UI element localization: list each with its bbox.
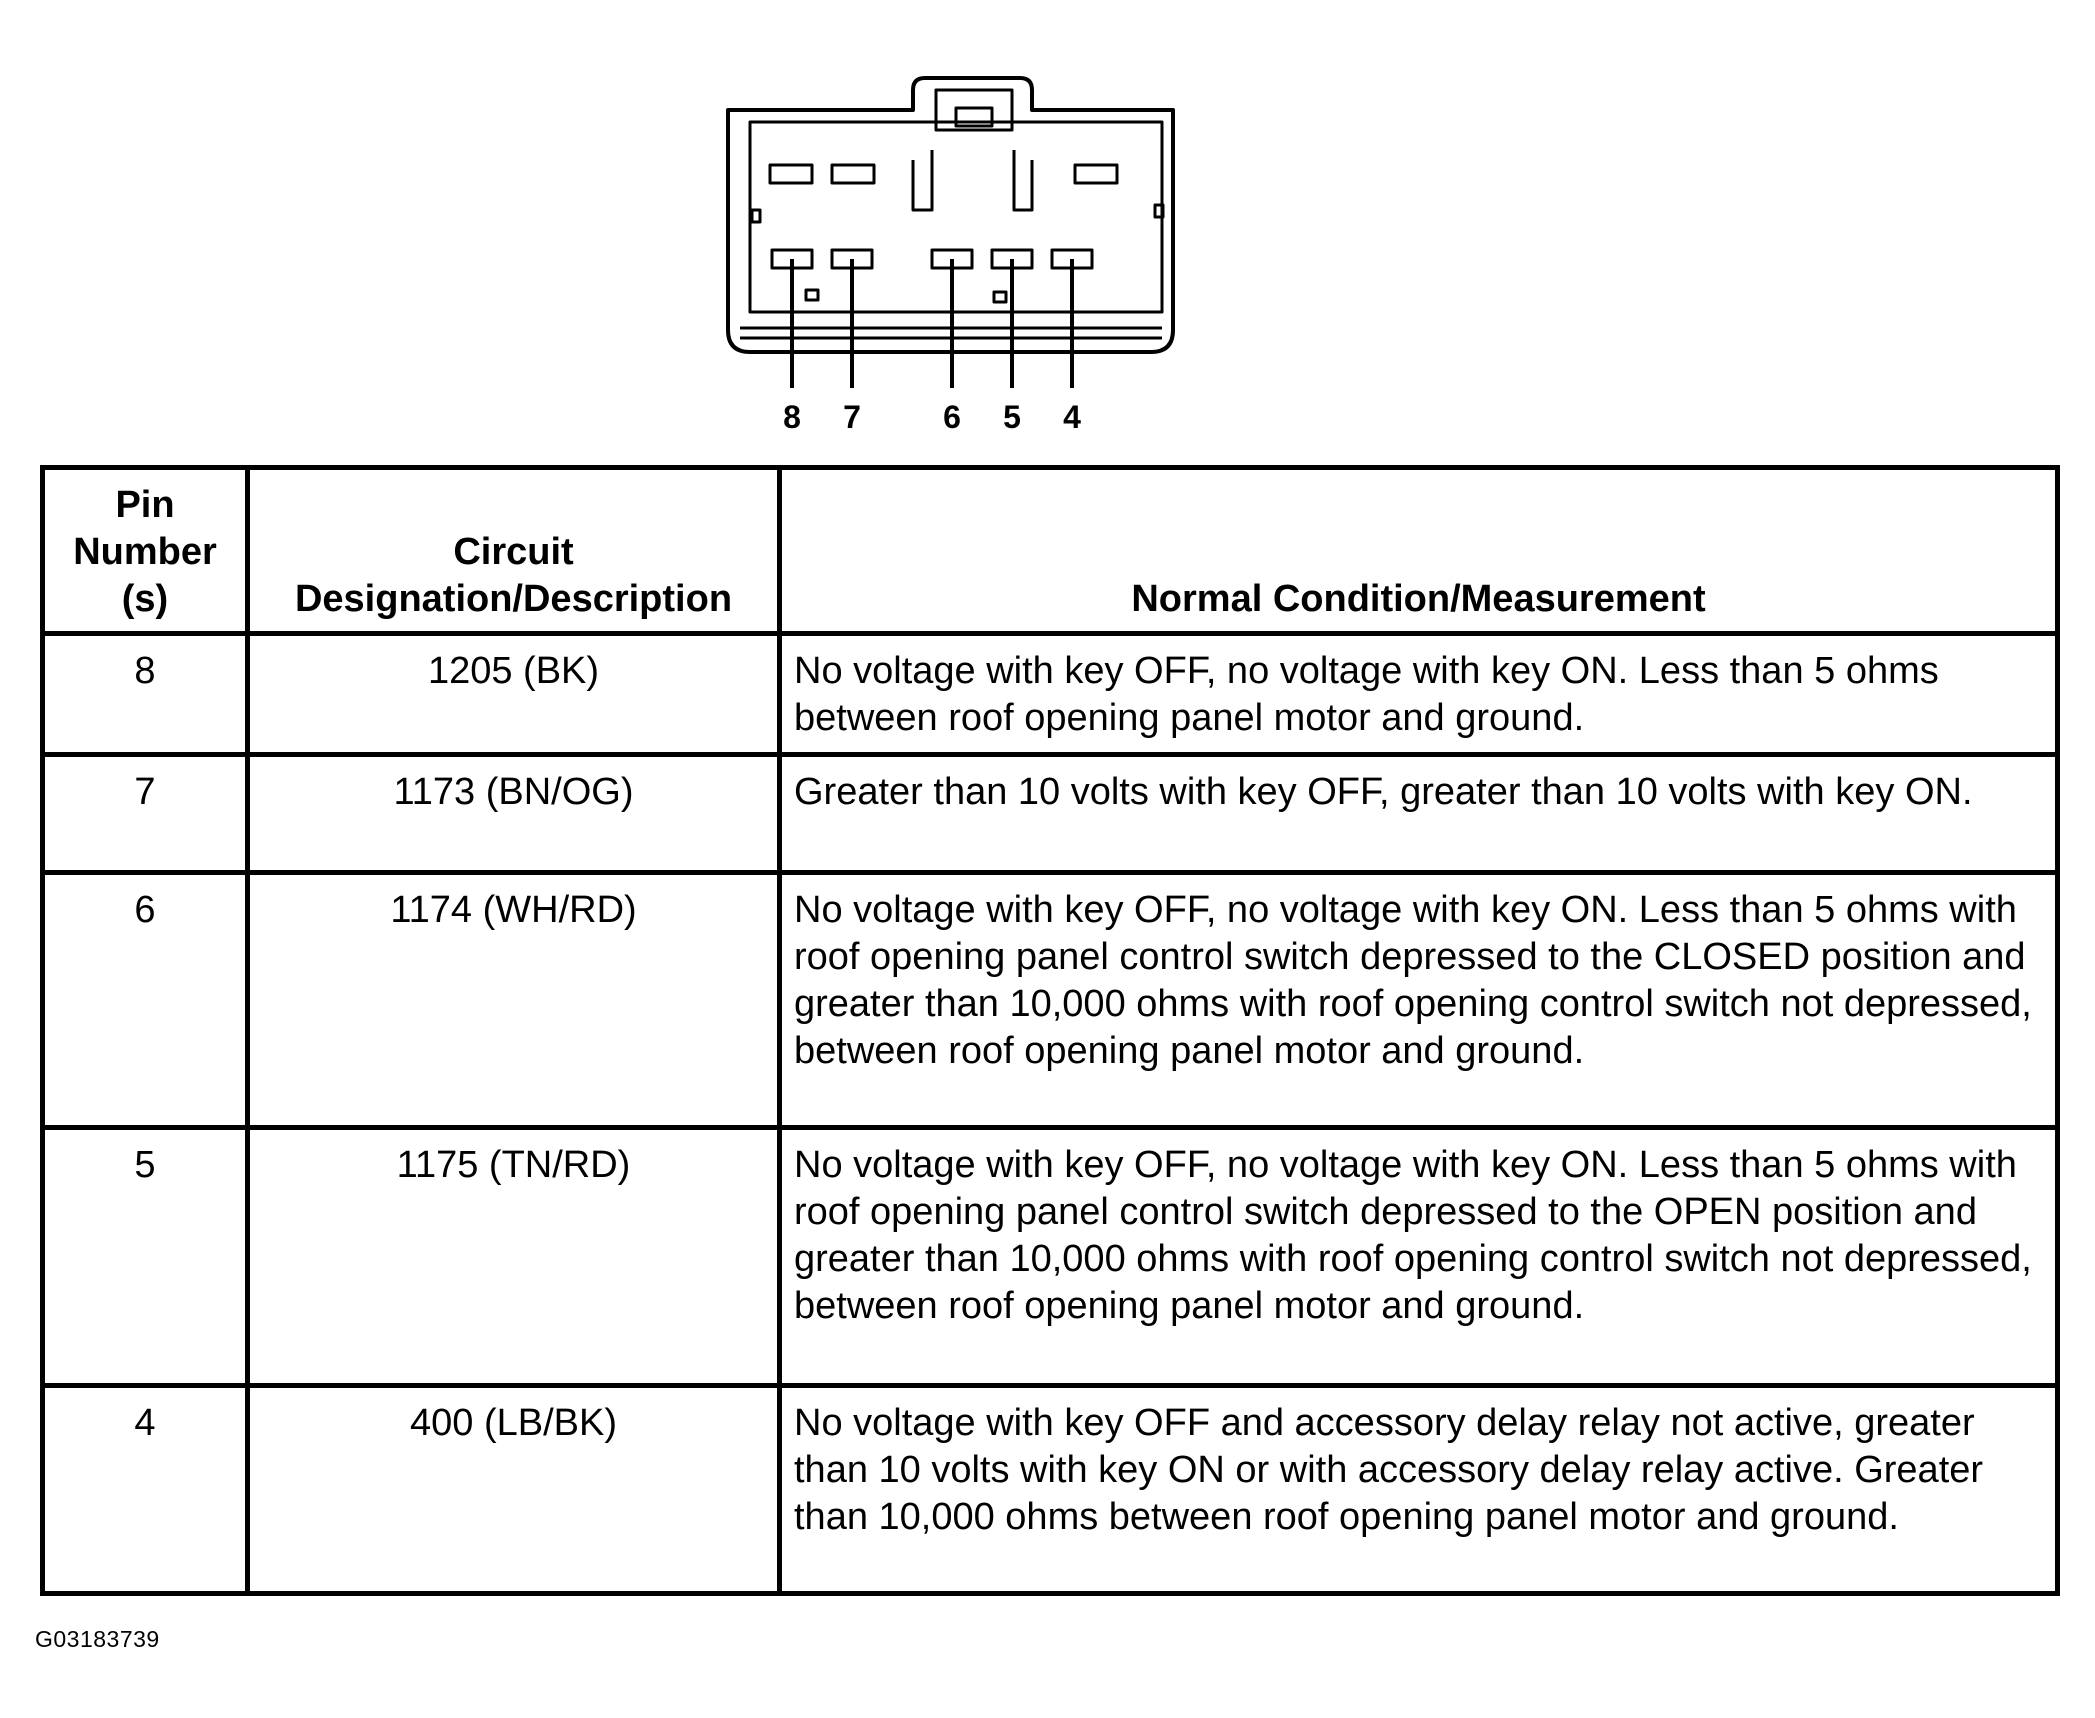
pin-label-4: 4	[1063, 399, 1081, 435]
cell-pin: 6	[43, 873, 248, 1128]
table-row	[43, 873, 2058, 1128]
cell-condition: No voltage with key OFF, no voltage with key ON. Less than 5 ohms between roof opening panel motor and ground.	[780, 634, 2058, 755]
cell-circuit: 1173 (BN/OG)	[248, 755, 780, 873]
connector-latch	[936, 90, 1012, 130]
header-condition: Normal Condition/Measurement	[780, 468, 2058, 634]
pin-test-table	[40, 465, 2060, 1596]
pin-label-7: 7	[843, 399, 861, 435]
cell-condition: Greater than 10 volts with key OFF, greater than 10 volts with key ON.	[780, 755, 2058, 873]
cavity-upper-3	[1075, 165, 1117, 183]
cell-pin: 7	[43, 755, 248, 873]
cell-circuit: 400 (LB/BK)	[248, 1386, 780, 1594]
table-header-row	[43, 468, 2058, 634]
pin-label-5: 5	[1003, 399, 1021, 435]
cell-pin: 4	[43, 1386, 248, 1594]
table-row	[43, 755, 2058, 873]
cell-condition: No voltage with key OFF and accessory delay relay not active, greater than 10 volts with key ON or with accessory delay relay active. Greater than 10,000 ohms between roof opening panel motor and ground.	[780, 1386, 2058, 1594]
cavity-upper-2	[832, 165, 874, 183]
cell-circuit: 1175 (TN/RD)	[248, 1128, 780, 1386]
header-pin-number: Pin Number (s)	[43, 468, 248, 634]
cavity-upper-1	[770, 165, 812, 183]
table-row	[43, 634, 2058, 755]
pin-label-8: 8	[783, 399, 801, 435]
table-row	[43, 1386, 2058, 1594]
cell-circuit: 1205 (BK)	[248, 634, 780, 755]
connector-inner-wall	[750, 122, 1162, 312]
pin-label-6: 6	[943, 399, 961, 435]
cell-condition: No voltage with key OFF, no voltage with key ON. Less than 5 ohms with roof opening panel control switch depressed to the OPEN position and greater than 10,000 ohms with roof opening control switch not depressed, between roof opening panel motor and ground.	[780, 1128, 2058, 1386]
connector-diagram	[700, 60, 1220, 440]
cell-circuit: 1174 (WH/RD)	[248, 873, 780, 1128]
table-row	[43, 1128, 2058, 1386]
cell-pin: 5	[43, 1128, 248, 1386]
cell-condition: No voltage with key OFF, no voltage with key ON. Less than 5 ohms with roof opening panel control switch depressed to the CLOSED position and greater than 10,000 ohms with roof opening control switch not depressed, between roof opening panel motor and ground.	[780, 873, 2058, 1128]
cell-pin: 8	[43, 634, 248, 755]
header-circuit: Circuit Designation/Description	[248, 468, 780, 634]
figure-id: G03183739	[35, 1626, 160, 1652]
